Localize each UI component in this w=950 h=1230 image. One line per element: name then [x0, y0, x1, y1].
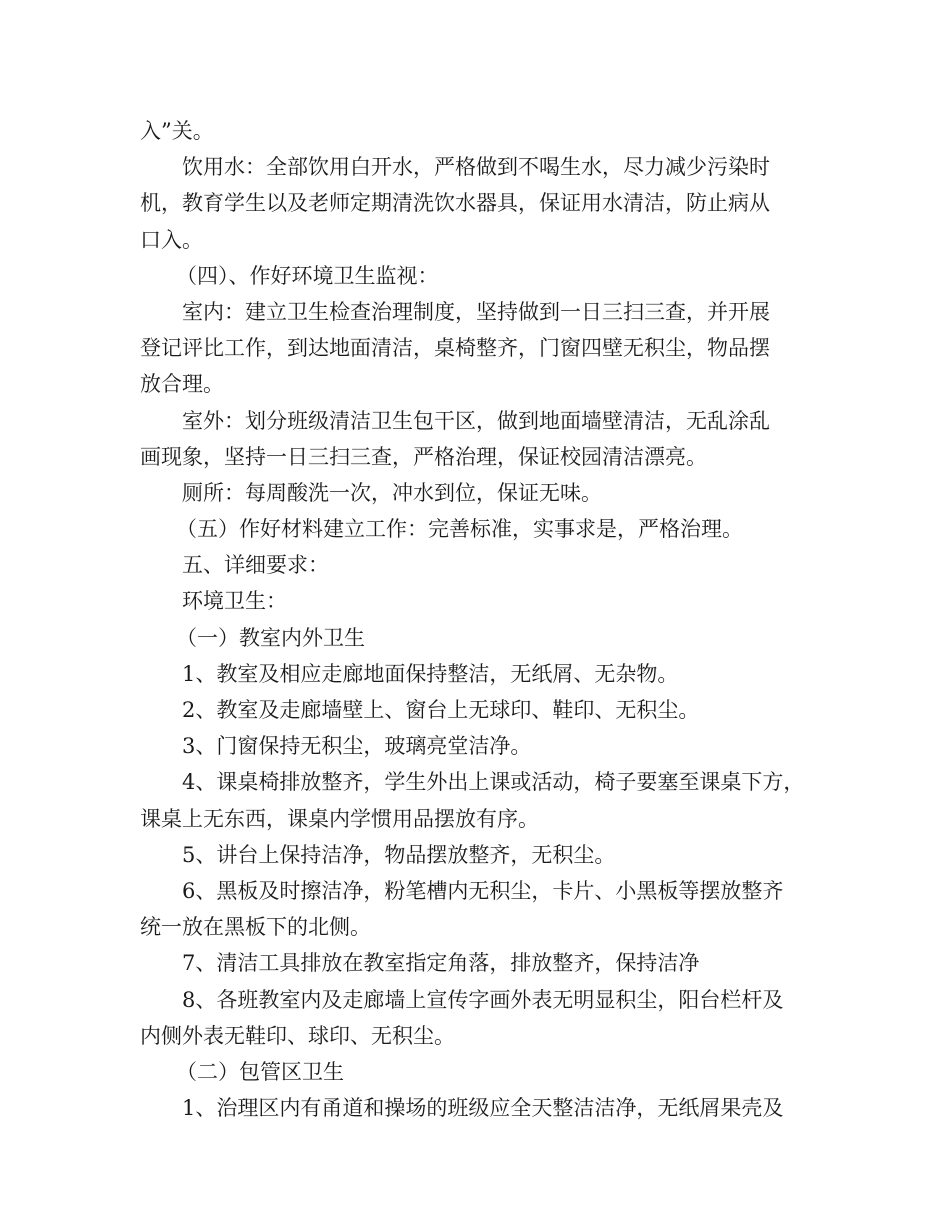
list-item: 1、治理区内有甬道和操场的班级应全天整洁洁净，无纸屑果壳及	[182, 1096, 784, 1121]
section-heading: 五、详细要求：	[182, 553, 329, 578]
text-line: 放合理。	[140, 372, 224, 397]
document-body	[140, 113, 820, 1126]
text-line: 厕所：每周酸洗一次，冲水到位，保证无味。	[182, 480, 602, 505]
text-line: 室外：划分班级清洁卫生包干区，做到地面墙壁清洁，无乱涂乱	[182, 408, 770, 433]
list-item: 4、课桌椅排放整齐，学生外出上课或活动，椅子要塞至课桌下方，	[182, 770, 805, 795]
subsection-heading: 环境卫生：	[182, 589, 287, 614]
text-line: 统一放在黑板下的北侧。	[140, 915, 371, 940]
text-line: 饮用水：全部饮用白开水，严格做到不喝生水，尽力减少污染时	[182, 155, 770, 180]
section-heading: （四）、作好环境卫生监视：	[176, 263, 439, 288]
section-heading: （五）作好材料建立工作：完善标准，实事求是，严格治理。	[176, 517, 743, 542]
list-item: 5、讲台上保持洁净，物品摆放整齐，无积尘。	[182, 842, 616, 867]
text-line: 内侧外表无鞋印、球印、无积尘。	[140, 1023, 455, 1048]
list-item: 1、教室及相应走廊地面保持整洁，无纸屑、无杂物。	[182, 661, 679, 686]
subsection-heading: （一）教室内外卫生	[176, 625, 365, 650]
text-line: 室内：建立卫生检查治理制度，坚持做到一日三扫三查，并开展	[182, 299, 770, 324]
text-line: 画现象，坚持一日三扫三查，严格治理，保证校园清洁漂亮。	[140, 444, 707, 469]
list-item: 6、黑板及时擦洁净，粉笔槽内无积尘，卡片、小黑板等摆放整齐	[182, 878, 784, 903]
text-line: 机，教育学生以及老师定期清洗饮水器具，保证用水清洁，防止病从	[140, 191, 770, 216]
text-line: 口入。	[140, 227, 203, 252]
list-item: 8、各班教室内及走廊墙上宣传字画外表无明显积尘，阳台栏杆及	[182, 987, 784, 1012]
subsection-heading: （二）包管区卫生	[176, 1059, 344, 1084]
list-item: 3、门窗保持无积尘，玻璃亮堂洁净。	[182, 734, 532, 759]
text-line: 登记评比工作，到达地面清洁，桌椅整齐，门窗四壁无积尘，物品摆	[140, 336, 770, 361]
text-line: 课桌上无东西，课桌内学惯用品摆放有序。	[140, 806, 539, 831]
list-item: 7、清洁工具排放在教室指定角落，排放整齐，保持洁净	[182, 951, 700, 976]
list-item: 2、教室及走廊墙壁上、窗台上无球印、鞋印、无积尘。	[182, 698, 700, 722]
text-line: 入”关。	[140, 119, 214, 143]
